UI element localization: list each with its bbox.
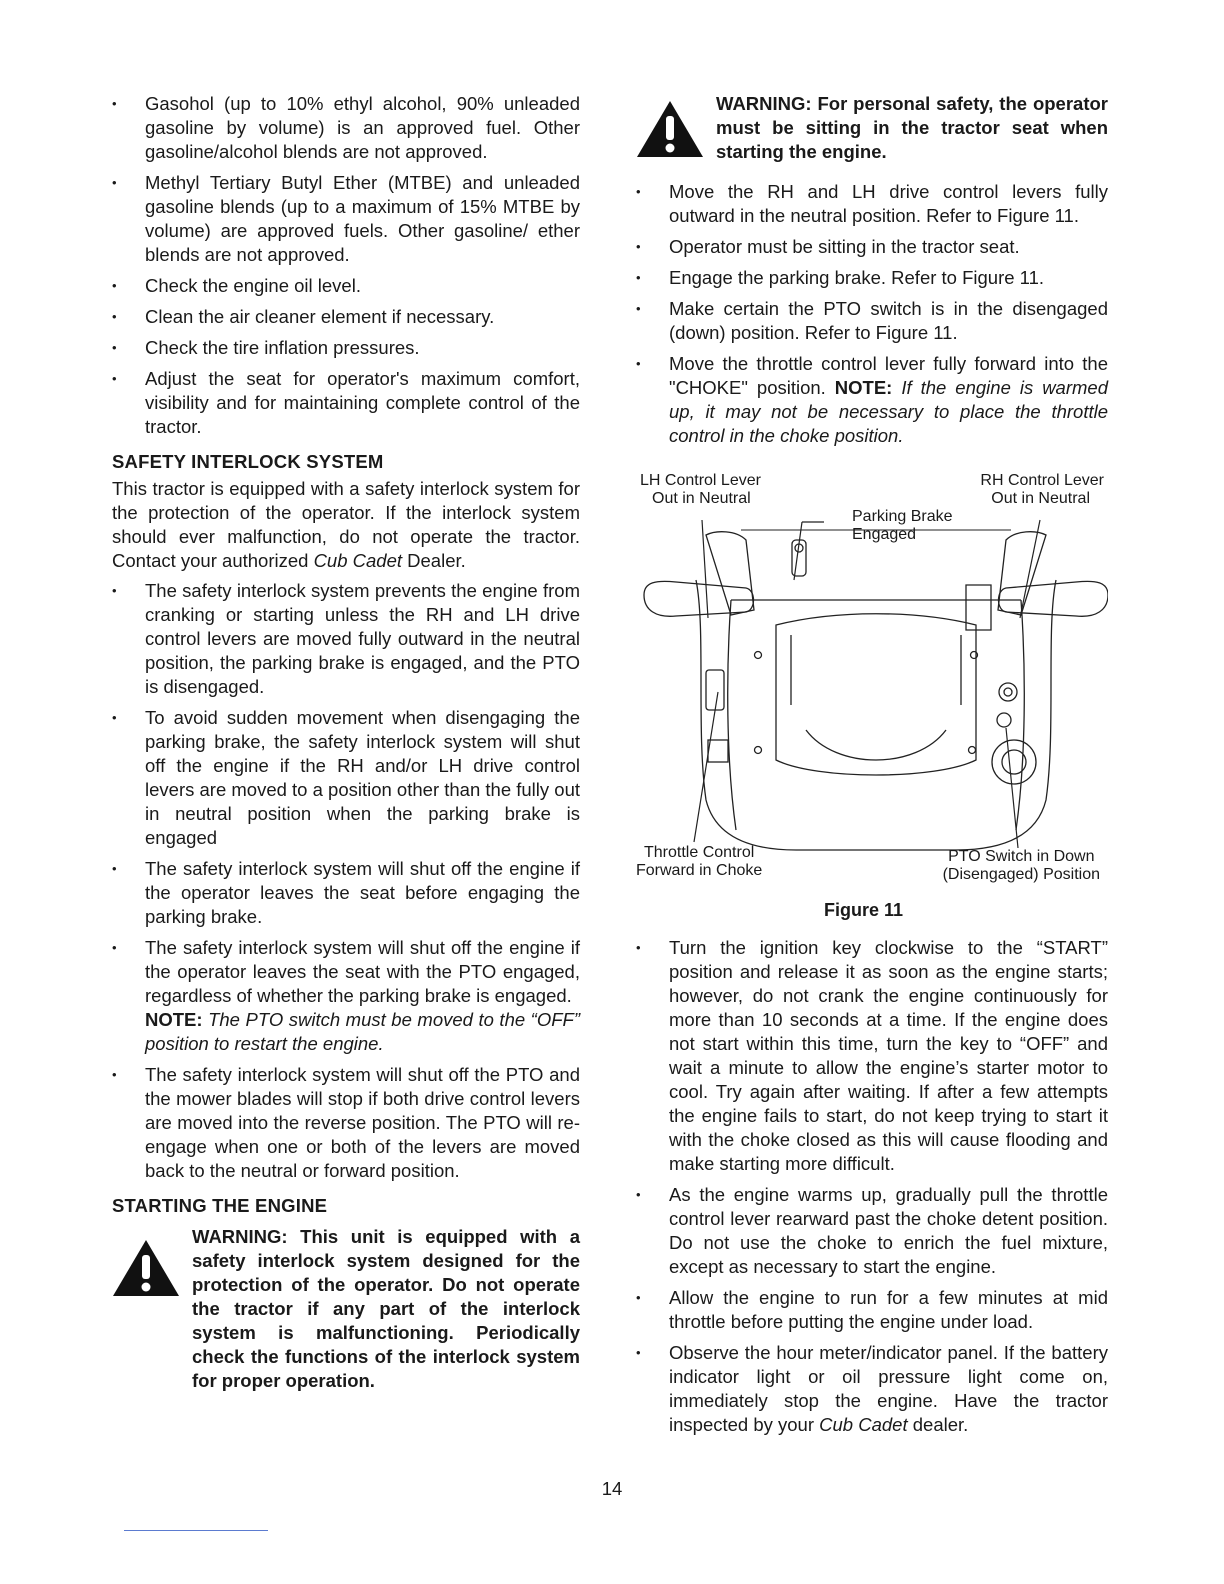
- list-item: • Make certain the PTO switch is in the disengaged (down) position. Refer to Figure 11.: [636, 297, 1108, 345]
- warning-triangle-icon: [636, 100, 704, 158]
- list-item: • Move the RH and LH drive control levers fully outward in the neutral position. Refer to Figure 11.: [636, 180, 1108, 228]
- brand-name: Cub Cadet: [819, 1414, 908, 1435]
- list-item: • Gasohol (up to 10% ethyl alcohol, 90% unleaded gasoline by volume) is an approved fuel. Other gasoline/alcohol blends are not approved.: [112, 92, 580, 164]
- left-column: [112, 92, 580, 1405]
- list-item: • Operator must be sitting in the tractor seat.: [636, 235, 1108, 259]
- list-item: • Check the engine oil level.: [112, 274, 580, 298]
- list-item: • Turn the ignition key clockwise to the “START” position and release it as soon as the engine starts; however, do not crank the engine continuously for more than 10 seconds at a time. If the engine does not start within this time, turn the key to “OFF” and wait a minute to allow the engine’s starter motor to cool. Try again after waiting. If after a few attempts the engine fails to start, do not keep trying to start it with the choke closed as this will cause flooding and make starting more difficult.: [636, 936, 1108, 1176]
- list-item: • Allow the engine to run for a few minutes at mid throttle before putting the engine under load.: [636, 1286, 1108, 1334]
- safety-intro-paragraph: This tractor is equipped with a safety interlock system for the protection of the operator. If the interlock system should ever malfunction, do not operate the tractor. Contact your authorized Cub Cadet Dealer.: [112, 478, 580, 571]
- pto-note: NOTE: The PTO switch must be moved to the “OFF” position to restart the engine.: [145, 1009, 580, 1054]
- rh-lever-label: RH Control Lever Out in Neutral: [980, 472, 1104, 507]
- footer-divider: [124, 1530, 268, 1531]
- engine-start-list: [636, 936, 1108, 1437]
- section-heading-safety-interlock: SAFETY INTERLOCK SYSTEM: [112, 451, 384, 472]
- fuel-checklist: [112, 92, 580, 439]
- list-item: • Clean the air cleaner element if necessary.: [112, 305, 580, 329]
- interlock-warning: WARNING: This unit is equipped with a safety interlock system designed for the protection of the operator. Do not operate the tractor if any part of the interlock system is malfunctioning. Periodically check the functions of the interlock system for proper operation.: [112, 1225, 580, 1393]
- list-item: • The safety interlock system prevents the engine from cranking or starting unless the RH and LH drive control levers are moved fully outward in the neutral position, the parking brake is engaged, and the PTO is disengaged.: [112, 579, 580, 699]
- brand-name: Cub Cadet: [313, 550, 403, 571]
- warning-triangle-icon: [112, 1239, 180, 1297]
- figure-caption: Figure 11: [824, 900, 904, 920]
- page-number: 14: [601, 1478, 623, 1499]
- list-item: • The safety interlock system will shut off the engine if the operator leaves the seat before engaging the parking brake.: [112, 857, 580, 929]
- list-item: • Adjust the seat for operator's maximum comfort, visibility and for maintaining complete control of the tractor.: [112, 367, 580, 439]
- right-column: [636, 92, 1108, 1444]
- list-item: • Observe the hour meter/indicator panel. If the battery indicator light or oil pressure light come on, immediately stop the engine. Have the tractor inspected by your Cub Cadet dealer.: [636, 1341, 1108, 1437]
- list-item: • As the engine warms up, gradually pull the throttle control lever rearward past the choke detent position. Do not use the choke to enrich the fuel mixture, except as necessary to start the engine.: [636, 1183, 1108, 1279]
- seat-warning: WARNING: For personal safety, the operator must be sitting in the tractor seat when starting the engine.: [636, 92, 1108, 168]
- parking-brake-label: Parking Brake Engaged: [852, 508, 953, 543]
- list-item: • To avoid sudden movement when disengaging the parking brake, the safety interlock system will shut off the engine if the RH and/or LH drive control levers are moved to a position other than the fully out in neutral position when the parking brake is engaged: [112, 706, 580, 850]
- starting-steps-list: [636, 180, 1108, 448]
- list-item: • The safety interlock system will shut off the PTO and the mower blades will stop if both drive control levers are moved into the reverse position. The PTO will re-engage when one or both of the levers are moved back to the neutral or forward position.: [112, 1063, 580, 1183]
- list-item: • Engage the parking brake. Refer to Figure 11.: [636, 266, 1108, 290]
- lh-lever-label: LH Control Lever Out in Neutral: [640, 472, 761, 507]
- list-item: • Move the throttle control lever fully forward into the "CHOKE" position. NOTE: If the engine is warmed up, it may not be necessary to place the throttle control in the choke position.: [636, 352, 1108, 448]
- list-item: • Check the tire inflation pressures.: [112, 336, 580, 360]
- list-item: • Methyl Tertiary Butyl Ether (MTBE) and unleaded gasoline blends (up to a maximum of 15% MTBE by volume) are approved fuels. Other gasoline/ ether blends are not approved.: [112, 171, 580, 267]
- safety-interlock-list: [112, 579, 580, 1183]
- list-item: • The safety interlock system will shut off the engine if the operator leaves the seat with the PTO engaged, regardless of whether the parking brake is engaged. NOTE: The PTO switch must be moved to the “OFF” position to restart the engine.: [112, 936, 580, 1056]
- figure-11: [636, 470, 1108, 920]
- throttle-control-label: Throttle Control Forward in Choke: [636, 844, 763, 879]
- section-heading-starting-engine: STARTING THE ENGINE: [112, 1195, 328, 1216]
- pto-switch-label: PTO Switch in Down (Disengaged) Position: [942, 848, 1100, 883]
